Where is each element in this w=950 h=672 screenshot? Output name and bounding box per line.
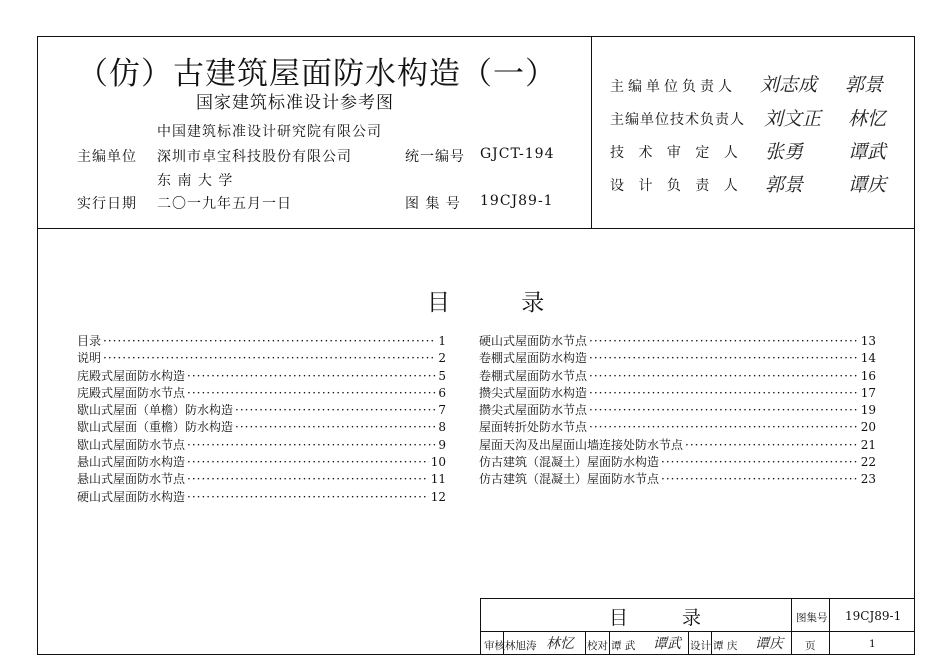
toc-leader-dots [187, 471, 429, 488]
titleblock-top-border [480, 598, 915, 599]
uniform-no-label: 统一编号 [405, 149, 465, 165]
resp-role-4: 设 计 负 责 人 [610, 178, 743, 194]
resp-sig-2b: 林忆 [848, 108, 887, 130]
titleblock-designer: 谭 庆 [713, 640, 738, 652]
editor-unit-1: 中国建筑标准设计研究院有限公司 [157, 124, 382, 140]
toc-entry-page: 5 [438, 368, 446, 383]
toc-entry-title: 目录 [77, 334, 102, 348]
toc-leader-dots [589, 368, 859, 385]
toc-entry[interactable] [479, 402, 876, 419]
toc-leader-dots [235, 402, 436, 419]
toc-entry-title: 歇山式屋面防水节点 [77, 437, 186, 452]
toc-leader-dots [187, 489, 429, 506]
toc-leader-dots [589, 385, 859, 402]
tb-sep [711, 631, 712, 655]
resp-role-1: 主编单位负责人 [610, 79, 736, 95]
toc-entry[interactable] [479, 454, 876, 471]
tb-sep [609, 631, 610, 655]
toc-leader-dots [661, 454, 859, 471]
titleblock-page-no: 1 [869, 638, 876, 650]
editor-label: 主编单位 [77, 149, 137, 165]
toc-entry-page: 12 [430, 489, 446, 504]
toc-leader-dots [589, 419, 859, 436]
atlas-title: （仿）古建筑屋面防水构造（一） [77, 56, 557, 92]
toc-entry[interactable] [77, 471, 446, 488]
toc-leader-dots [589, 333, 859, 350]
toc-entry[interactable] [77, 385, 446, 402]
toc-entry-title: 悬山式屋面防水构造 [77, 455, 186, 470]
toc-entry-title: 庑殿式屋面防水节点 [77, 385, 186, 400]
toc-entry-title: 屋面天沟及出屋面山墙连接处防水节点 [479, 437, 684, 452]
toc-leader-dots [187, 437, 436, 454]
toc-leader-dots [685, 437, 859, 454]
date-value: 二〇一九年五月一日 [157, 196, 292, 212]
resp-role-2: 主编单位技术负责人 [610, 112, 745, 128]
titleblock-atlas-no: 19CJ89-1 [845, 609, 902, 623]
titleblock-mid-border [480, 631, 915, 632]
toc-leader-dots [187, 385, 436, 402]
toc-entry[interactable] [479, 437, 876, 454]
toc-entry-title: 攒尖式屋面防水节点 [479, 403, 588, 418]
toc-entry-page: 19 [860, 403, 876, 418]
toc-entry[interactable] [77, 489, 446, 506]
toc-entry-page: 7 [438, 403, 446, 418]
toc-entry-title: 歇山式屋面（重檐）防水构造 [77, 420, 234, 435]
toc-entry-page: 20 [860, 420, 876, 435]
toc-entry-title: 硬山式屋面防水节点 [479, 334, 588, 348]
toc-entry-page: 11 [430, 472, 446, 487]
toc-heading: 目 录 [427, 290, 577, 316]
titleblock-review-label: 审核 [484, 640, 505, 652]
toc-entry-title: 仿古建筑（混凝土）屋面防水节点 [479, 472, 660, 487]
resp-sig-4b: 谭庆 [848, 174, 887, 196]
toc-entry[interactable] [479, 333, 876, 350]
editor-unit-3: 东 南 大 学 [157, 173, 234, 189]
toc-entry[interactable] [77, 402, 446, 419]
titleblock-checker: 谭 武 [611, 640, 636, 652]
titleblock-atlas-label: 图集号 [796, 612, 828, 624]
resp-sig-3a: 张勇 [765, 141, 804, 163]
header-vertical-divider [591, 36, 592, 228]
toc-leader-dots [235, 419, 436, 436]
toc-entry-page: 10 [430, 455, 446, 470]
resp-sig-4a: 郭景 [765, 174, 804, 196]
titleblock-divider-2 [829, 598, 830, 655]
toc-entry[interactable] [77, 333, 446, 350]
toc-entry[interactable] [479, 368, 876, 385]
toc-entry-title: 说明 [77, 351, 102, 366]
toc-entry-page: 2 [438, 351, 446, 366]
header-divider [37, 228, 915, 229]
titleblock-left-border [480, 598, 481, 655]
toc-left-column [77, 333, 446, 506]
atlas-no: 19CJ89-1 [480, 193, 554, 209]
toc-entry-title: 屋面转折处防水节点 [479, 420, 588, 435]
toc-leader-dots [589, 350, 859, 367]
atlas-no-label: 图 集 号 [405, 196, 461, 212]
tb-sep [585, 631, 586, 655]
tb-sep [688, 631, 689, 655]
toc-entry[interactable] [479, 350, 876, 367]
date-label: 实行日期 [77, 196, 137, 212]
atlas-subtitle: 国家建筑标准设计参考图 [196, 93, 394, 113]
resp-sig-2a: 刘文正 [764, 108, 822, 130]
toc-entry-page: 23 [860, 472, 876, 487]
toc-entry-title: 仿古建筑（混凝土）屋面防水构造 [479, 455, 660, 470]
titleblock-checker-sig: 谭武 [653, 636, 681, 652]
toc-entry-title: 卷棚式屋面防水构造 [479, 351, 588, 366]
toc-right-column [479, 333, 876, 489]
toc-entry-page: 9 [438, 437, 446, 452]
toc-leader-dots [103, 333, 436, 350]
toc-leader-dots [187, 368, 436, 385]
resp-sig-3b: 谭武 [848, 141, 887, 163]
titleblock-design-label: 设计 [690, 640, 711, 652]
titleblock-designer-sig: 谭庆 [755, 636, 783, 652]
toc-entry[interactable] [77, 368, 446, 385]
toc-entry-page: 6 [438, 385, 446, 400]
toc-entry-page: 13 [860, 334, 876, 348]
toc-entry-page: 8 [438, 420, 446, 435]
resp-role-3: 技 术 审 定 人 [610, 145, 743, 161]
toc-leader-dots [187, 454, 429, 471]
uniform-no: GJCT-194 [480, 146, 555, 162]
toc-entry-title: 攒尖式屋面防水构造 [479, 385, 588, 400]
toc-entry-page: 21 [860, 437, 876, 452]
toc-entry[interactable] [77, 437, 446, 454]
toc-leader-dots [103, 350, 436, 367]
toc-entry[interactable] [479, 471, 876, 488]
toc-entry-title: 悬山式屋面防水节点 [77, 472, 186, 487]
toc-entry-title: 歇山式屋面（单檐）防水构造 [77, 403, 234, 418]
resp-sig-1a: 刘志成 [760, 74, 818, 96]
toc-entry-page: 16 [860, 368, 876, 383]
toc-entry-page: 22 [860, 455, 876, 470]
titleblock-divider-1 [791, 598, 792, 655]
toc-leader-dots [661, 471, 859, 488]
titleblock-title: 目 录 [609, 607, 726, 629]
toc-entry[interactable] [77, 350, 446, 367]
titleblock-page-label: 页 [805, 640, 816, 652]
tb-sep [503, 631, 504, 655]
toc-entry-title: 庑殿式屋面防水构造 [77, 368, 186, 383]
toc-entry[interactable] [479, 419, 876, 436]
toc-entry-title: 硬山式屋面防水构造 [77, 489, 186, 504]
toc-entry-page: 14 [860, 351, 876, 366]
toc-entry[interactable] [77, 454, 446, 471]
titleblock-reviewer: 林旭涛 [505, 640, 537, 652]
toc-entry-page: 17 [860, 385, 876, 400]
toc-leader-dots [589, 402, 859, 419]
titleblock-reviewer-sig: 林忆 [546, 636, 574, 652]
titleblock-check-label: 校对 [587, 640, 608, 652]
toc-entry[interactable] [77, 419, 446, 436]
toc-entry-title: 卷棚式屋面防水节点 [479, 368, 588, 383]
toc-entry-page: 1 [438, 334, 446, 348]
resp-sig-1b: 郭景 [845, 74, 884, 96]
toc-entry[interactable] [479, 385, 876, 402]
editor-unit-2: 深圳市卓宝科技股份有限公司 [157, 149, 352, 165]
